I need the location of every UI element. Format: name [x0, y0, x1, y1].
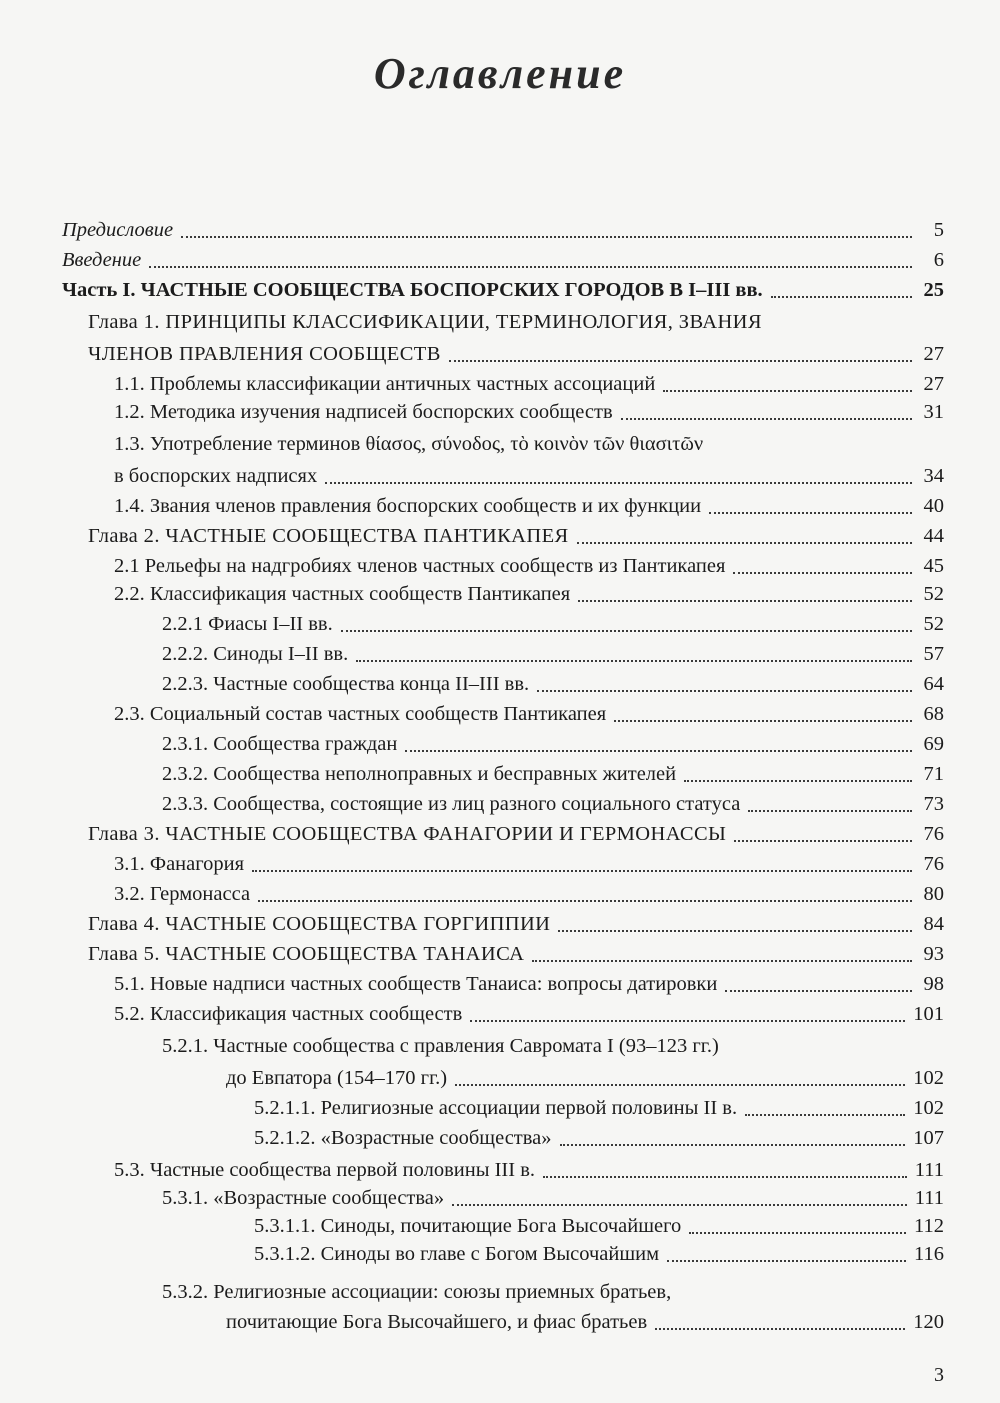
toc-entry-page: 68 [923, 703, 944, 725]
toc-entry-page: 98 [923, 973, 944, 995]
toc-entry-title: 5.2.1. Частные сообщества с правления Савромата I (93–123 гг.) [162, 1035, 719, 1057]
toc-entry [162, 728, 944, 756]
toc-entry [162, 668, 944, 696]
toc-entry [226, 1062, 944, 1090]
toc-dot-leader [655, 1327, 905, 1330]
toc-entry [162, 788, 944, 816]
toc-entry-title: почитающие Бога Высочайшего, и фиас братьев [226, 1311, 648, 1333]
toc-entry-title: Часть I. ЧАСТНЫЕ СООБЩЕСТВА БОСПОРСКИХ ГОРОДОВ В I–III вв. [62, 279, 763, 301]
toc-entry [62, 214, 944, 242]
toc-dot-leader [621, 417, 912, 420]
toc-dot-leader [771, 295, 912, 298]
toc-entry [88, 818, 944, 846]
toc-entry-page: 71 [923, 763, 944, 785]
toc-entry [114, 490, 944, 518]
toc-dot-leader [709, 511, 912, 514]
toc-dot-leader [733, 571, 912, 574]
toc-dot-leader [725, 989, 912, 992]
page-number: 3 [934, 1364, 944, 1386]
toc-entry [162, 638, 944, 666]
toc-entry-page: 25 [923, 279, 944, 301]
toc-entry-page: 64 [923, 673, 944, 695]
toc-entry [114, 550, 944, 578]
toc-entry [162, 1182, 944, 1210]
toc-dot-leader [689, 1231, 906, 1234]
toc-dot-leader [560, 1143, 906, 1146]
toc-entry [62, 274, 944, 302]
toc-dot-leader [532, 959, 912, 962]
toc-entry-page: 80 [923, 883, 944, 905]
toc-entry-title: Глава 5. ЧАСТНЫЕ СООБЩЕСТВА ТАНАИСА [88, 943, 525, 965]
toc-entry-title: 2.2.1 Фиасы I–II вв. [162, 613, 333, 635]
toc-dot-leader [405, 749, 912, 752]
toc-entry [162, 758, 944, 786]
toc-entry [114, 460, 944, 488]
toc-entry-title: Глава 2. ЧАСТНЫЕ СООБЩЕСТВА ПАНТИКАПЕЯ [88, 525, 569, 547]
toc-entry [88, 306, 762, 334]
toc-dot-leader [748, 809, 912, 812]
toc-entry-title: 5.3.1.2. Синоды во главе с Богом Высочайшим [254, 1243, 660, 1265]
toc-dot-leader [356, 659, 912, 662]
toc-entry-page: 5 [933, 219, 944, 241]
toc-entry-title: до Евпатора (154–170 гг.) [226, 1067, 448, 1089]
toc-entry-page: 73 [923, 793, 944, 815]
toc-dot-leader [452, 1203, 907, 1206]
toc-dot-leader [734, 839, 912, 842]
toc-entry-page: 93 [923, 943, 944, 965]
toc-entry-title: 5.3.2. Религиозные ассоциации: союзы приемных братьев, [162, 1281, 672, 1303]
toc-entry-title: 5.3.1.1. Синоды, почитающие Бога Высочайшего [254, 1215, 682, 1237]
toc-entry-title: 5.2.1.1. Религиозные ассоциации первой половины II в. [254, 1097, 738, 1119]
toc-entry-title: 2.2. Классификация частных сообществ Пантикапея [114, 583, 571, 605]
toc-entry-page: 112 [914, 1215, 944, 1237]
toc-entry-page: 101 [913, 1003, 944, 1025]
toc-entry-page: 120 [913, 1311, 944, 1333]
toc-entry [254, 1122, 944, 1150]
toc-entry [226, 1306, 944, 1334]
toc-dot-leader [470, 1019, 905, 1022]
toc-entry-page: 116 [914, 1243, 944, 1265]
toc-entry-page: 52 [923, 613, 944, 635]
toc-entry [88, 520, 944, 548]
toc-entry-title: 5.3. Частные сообщества первой половины III в. [114, 1159, 536, 1181]
toc-dot-leader [684, 779, 912, 782]
toc-entry-title: 2.1 Рельефы на надгробиях членов частных сообществ из Пантикапея [114, 555, 726, 577]
toc-entry [254, 1210, 944, 1238]
toc-entry-title: 5.1. Новые надписи частных сообществ Танаиса: вопросы датировки [114, 973, 718, 995]
toc-dot-leader [341, 629, 912, 632]
toc-entry [114, 1154, 944, 1182]
toc-dot-leader [577, 541, 912, 544]
toc-dot-leader [449, 359, 912, 362]
toc-entry [114, 848, 944, 876]
toc-entry-page: 6 [933, 249, 944, 271]
toc-entry [88, 338, 944, 366]
toc-entry [162, 1030, 719, 1058]
toc-entry-title: Глава 4. ЧАСТНЫЕ СООБЩЕСТВА ГОРГИППИИ [88, 913, 551, 935]
toc-entry-title: Глава 3. ЧАСТНЫЕ СООБЩЕСТВА ФАНАГОРИИ И ГЕРМОНАССЫ [88, 823, 727, 845]
toc-entry-page: 107 [913, 1127, 944, 1149]
toc-entry [114, 428, 703, 456]
toc-entry [114, 578, 944, 606]
toc-entry [114, 396, 944, 424]
toc-entry [114, 368, 944, 396]
toc-entry-title: 2.3.1. Сообщества граждан [162, 733, 398, 755]
toc-entry [254, 1092, 944, 1120]
toc-entry [254, 1238, 944, 1266]
toc-entry-title: 5.2.1.2. «Возрастные сообщества» [254, 1127, 552, 1149]
toc-dot-leader [181, 235, 912, 238]
toc-entry-page: 76 [923, 853, 944, 875]
toc-entry-title: Введение [62, 249, 142, 271]
toc-entry [162, 1276, 671, 1304]
toc-entry-page: 31 [923, 401, 944, 423]
toc-entry-page: 111 [914, 1187, 944, 1209]
toc-entry [114, 878, 944, 906]
toc-entry [162, 608, 944, 636]
toc-entry [88, 938, 944, 966]
toc-entry-title: 2.3.3. Сообщества, состоящие из лиц разного социального статуса [162, 793, 741, 815]
toc-entry-page: 44 [923, 525, 944, 547]
toc-entry-page: 27 [923, 373, 944, 395]
toc-dot-leader [543, 1175, 907, 1178]
toc-entry-title: 2.3.2. Сообщества неполноправных и бесправных жителей [162, 763, 677, 785]
toc-dot-leader [258, 899, 912, 902]
toc-dot-leader [578, 599, 912, 602]
toc-entry-page: 84 [923, 913, 944, 935]
toc-entry-title: 3.2. Гермонасса [114, 883, 251, 905]
toc-entry-title: 2.2.3. Частные сообщества конца II–III вв. [162, 673, 530, 695]
page-title: Оглавление [373, 49, 627, 98]
toc-entry-page: 34 [923, 465, 944, 487]
toc-entry [62, 244, 944, 272]
toc-entry-title: ЧЛЕНОВ ПРАВЛЕНИЯ СООБЩЕСТВ [88, 343, 441, 365]
toc-dot-leader [745, 1113, 905, 1116]
toc-entry-title: 2.3. Социальный состав частных сообществ Пантикапея [114, 703, 607, 725]
toc-entry-title: 1.3. Употребление терминов θίασος, σύνοδος, τὸ κοινὸν τῶν θιασιτῶν [114, 433, 704, 455]
toc-entry [114, 968, 944, 996]
toc-dot-leader [149, 265, 912, 268]
toc-dot-leader [558, 929, 912, 932]
toc-entry-page: 102 [913, 1067, 944, 1089]
toc-entry-page: 45 [923, 555, 944, 577]
toc-entry-page: 111 [914, 1159, 944, 1181]
toc-entry-title: 1.4. Звания членов правления боспорских сообществ и их функции [114, 495, 702, 517]
toc-dot-leader [663, 389, 912, 392]
toc-entry-title: 5.3.1. «Возрастные сообщества» [162, 1187, 445, 1209]
toc-entry-title: Глава 1. ПРИНЦИПЫ КЛАССИФИКАЦИИ, ТЕРМИНОЛОГИЯ, ЗВАНИЯ [88, 311, 762, 333]
toc-dot-leader [325, 481, 912, 484]
toc-entry-title: Предисловие [62, 219, 174, 241]
toc-entry [114, 998, 944, 1026]
toc-entry-page: 69 [923, 733, 944, 755]
toc-entry-page: 52 [923, 583, 944, 605]
toc-entry-title: 3.1. Фанагория [114, 853, 245, 875]
toc-entry-title: в боспорских надписях [114, 465, 318, 487]
toc-entry-title: 5.2. Классификация частных сообществ [114, 1003, 463, 1025]
toc-entry-page: 27 [923, 343, 944, 365]
toc-entry-page: 102 [913, 1097, 944, 1119]
toc-dot-leader [667, 1259, 906, 1262]
toc-dot-leader [252, 869, 912, 872]
toc-dot-leader [537, 689, 912, 692]
toc-entry [114, 698, 944, 726]
toc-entry-page: 57 [923, 643, 944, 665]
toc-dot-leader [614, 719, 912, 722]
toc-entry-page: 76 [923, 823, 944, 845]
toc-dot-leader [455, 1083, 905, 1086]
toc-entry-title: 1.1. Проблемы классификации античных частных ассоциаций [114, 373, 656, 395]
toc-entry [88, 908, 944, 936]
toc-entry-page: 40 [923, 495, 944, 517]
toc-entry-title: 1.2. Методика изучения надписей боспорских сообществ [114, 401, 613, 423]
toc-entry-title: 2.2.2. Синоды I–II вв. [162, 643, 349, 665]
